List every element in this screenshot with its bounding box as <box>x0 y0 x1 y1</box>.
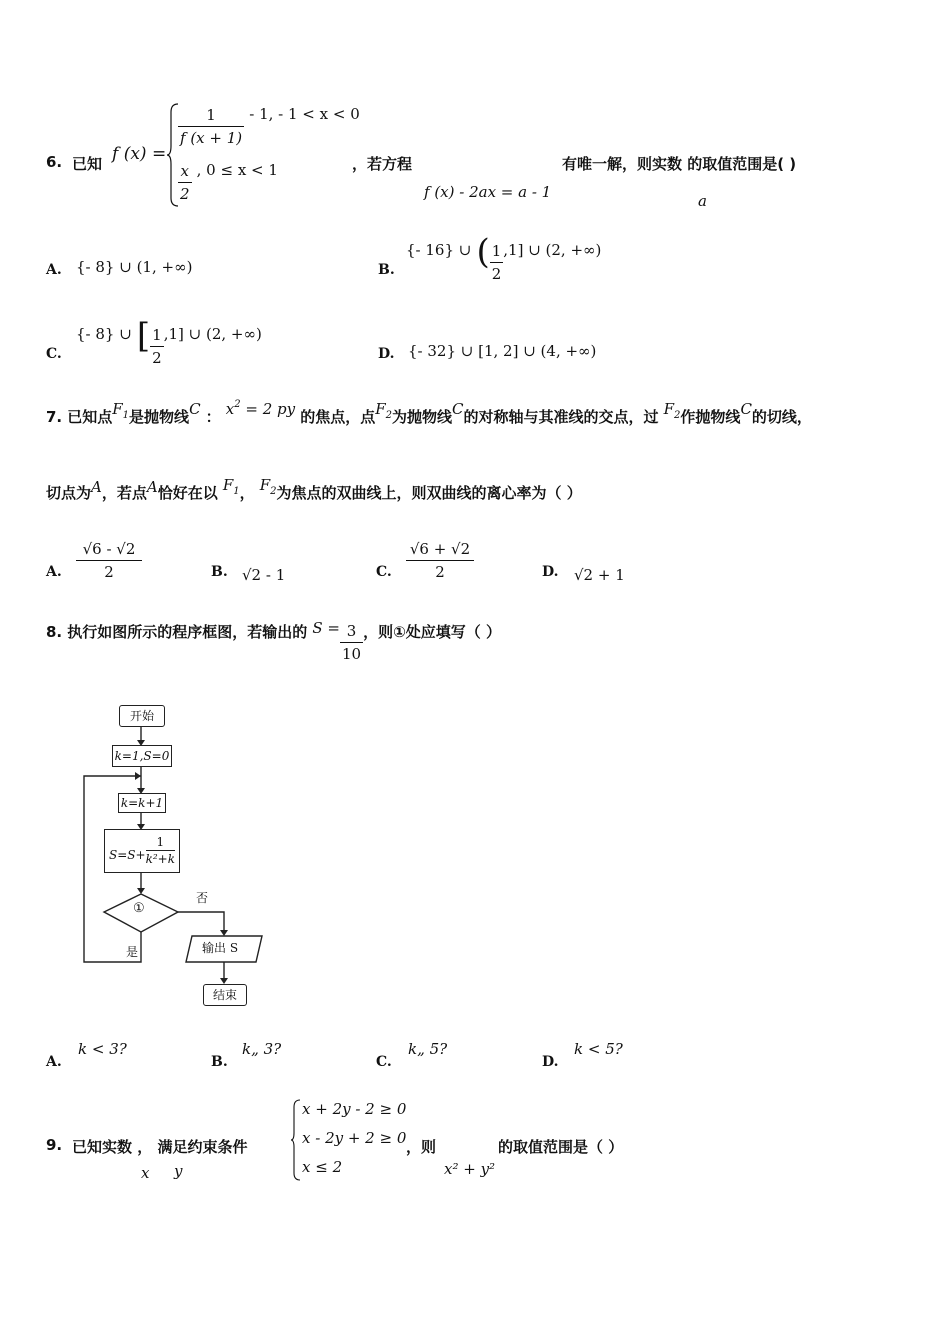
q7-parabola: $x^2 = 2$ py <box>225 399 296 418</box>
q6-option-b-num: 1 <box>490 240 504 263</box>
q7-a-point: A <box>91 478 102 496</box>
q6-option-c-bracket: [ <box>136 316 151 356</box>
q7-line2-c: 恰好在以 <box>157 484 218 502</box>
q7-c-3: C <box>740 400 752 418</box>
q8-flow-update-num: 1 <box>146 834 175 851</box>
q7-option-b-label: B. <box>211 564 228 580</box>
q8-option-d-label: D. <box>542 1054 559 1070</box>
q8-option-d: k < 5? <box>574 1040 623 1058</box>
q6-option-b-post: ,1] ∪ (2, +∞) <box>503 241 602 259</box>
q6-func: f (x) = <box>112 144 167 164</box>
q7-line2-d: 为焦点的双曲线上，则双曲线的离心率为（ ） <box>276 484 582 502</box>
q7-option-a: $\frac{√6 - √2}{2}$ <box>76 538 142 583</box>
q6-option-c <box>76 316 262 369</box>
q6-option-c-post: ,1] ∪ (2, +∞) <box>163 325 262 343</box>
q6-equation: f (x) - 2ax = a - 1 <box>424 183 552 201</box>
q9-var-x: x <box>141 1164 150 1182</box>
q6-piece1-tail: - 1, - 1 < x < 0 <box>249 105 360 123</box>
q6-piece1-num: 1 <box>178 104 244 127</box>
q6-number: 6. <box>46 153 63 171</box>
q7-f2: $F_2$ <box>375 400 393 421</box>
q9-var-y: y <box>174 1162 183 1180</box>
q7-line1-b: 是抛物线 <box>129 408 190 426</box>
q8-option-a: k < 3? <box>78 1040 127 1058</box>
q7-line1-g: 的切线， <box>751 408 812 426</box>
q6-var-a: a <box>698 192 707 210</box>
q6-piece1-den: f (x + 1) <box>180 129 243 147</box>
q7-line1-f: 作抛物线 <box>680 408 741 426</box>
q7-a-point-2: A <box>146 478 158 496</box>
q8-option-c: k„ 5? <box>408 1040 448 1058</box>
q7-line2-a: 切点为 <box>46 484 92 502</box>
q9-constraint-1: x + 2y - 2 ≥ 0 <box>302 1100 407 1118</box>
q8-line <box>46 620 501 665</box>
q7-option-d: √2 + 1 <box>574 566 625 584</box>
q7-comma: ， <box>239 484 255 502</box>
q7-c-2: C <box>452 400 464 418</box>
q8-number: 8. <box>46 623 63 641</box>
q8-s-num: 3 <box>340 620 363 643</box>
q8-flow-cond: ① <box>133 901 145 916</box>
q6-option-c-label: C. <box>46 346 62 362</box>
q9-constraint-3: x ≤ 2 <box>302 1158 343 1176</box>
q8-flow-output: 输出 S <box>202 941 239 955</box>
q6-option-a: {- 8} ∪ (1, +∞) <box>76 258 193 276</box>
q6-option-c-num: 1 <box>150 324 164 347</box>
q7-f2-2: $F_2$ <box>663 400 681 421</box>
q6-piece2-num: x <box>178 160 192 183</box>
q6-option-b-den: 2 <box>491 265 502 283</box>
q7-line1-c: 的焦点，点 <box>300 408 376 426</box>
q8-flow-start: 开始 <box>119 705 165 727</box>
q7-option-c-label: C. <box>376 564 392 580</box>
q7-line1 <box>46 399 812 427</box>
q6-piece2-tail: , 0 ≤ x < 1 <box>196 161 278 179</box>
q8-text-a: 执行如图所示的程序框图，若输出的 <box>67 623 308 641</box>
q9-expr: x² + y² <box>444 1160 496 1178</box>
q7-option-b: √2 - 1 <box>242 566 286 584</box>
q8-text-b: ，则①处应填写（ ） <box>363 623 501 641</box>
q8-flow-end: 结束 <box>203 984 247 1006</box>
q8-flow-update-pre: S=S+ <box>109 847 146 862</box>
q6-piece2 <box>178 160 278 205</box>
q6-piece2-den: 2 <box>180 185 190 203</box>
q7-line1-a: 已知点 <box>67 408 113 426</box>
q7-colon: ： <box>205 408 221 426</box>
q8-option-b-label: B. <box>211 1054 228 1070</box>
q9-constraint-2: x - 2y + 2 ≥ 0 <box>302 1129 407 1147</box>
q6-option-d-label: D. <box>378 346 395 362</box>
q7-line1-e: 的对称轴与其准线的交点，过 <box>463 408 659 426</box>
q6-option-b-pre: {- 16} ∪ <box>406 241 472 259</box>
q7-line2 <box>46 476 582 503</box>
q9-text-b: ，则 <box>406 1138 437 1156</box>
q8-flow-incr: k=k+1 <box>118 793 166 813</box>
q9-text-c: 的取值范围是（ ） <box>498 1138 624 1156</box>
q7-option-d-label: D. <box>542 564 559 580</box>
q8-s-eq: S = <box>312 619 340 637</box>
q6-option-b-bracket: ( <box>476 232 490 272</box>
q8-option-c-label: C. <box>376 1054 392 1070</box>
q9-number: 9. <box>46 1136 63 1154</box>
q6-lead: 已知 <box>72 155 103 173</box>
q8-flow-yes: 是 <box>126 945 139 959</box>
q8-option-a-label: A. <box>46 1054 62 1070</box>
q8-s-den: 10 <box>341 645 362 663</box>
q7-f2-3: $F_2$ <box>259 476 277 497</box>
q8-option-b: k„ 3? <box>242 1040 282 1058</box>
q7-option-c: $\frac{√6 + √2}{2}$ <box>406 538 474 583</box>
q9-text-a: 已知实数 ， 满足约束条件 <box>72 1138 248 1156</box>
q6-option-b-label: B. <box>378 262 395 278</box>
q7-f1: $F_1$ <box>112 400 130 421</box>
q6-tail: 有唯一解，则实数 的取值范围是( ) <box>562 155 797 173</box>
q7-f1-2: $F_1$ <box>222 476 240 497</box>
q6-mid: ，若方程 <box>352 155 413 173</box>
q6-option-a-label: A. <box>46 262 62 278</box>
q9-brace <box>290 1098 302 1182</box>
q6-piece1 <box>178 104 360 149</box>
q8-flow-init: k=1,S=0 <box>112 745 172 767</box>
q6-option-c-den: 2 <box>152 349 162 367</box>
q6-option-b <box>406 232 602 285</box>
q8-flow-no: 否 <box>196 891 209 905</box>
q7-number: 7. <box>46 408 63 426</box>
q8-flow-update-den: k²+k <box>145 852 175 866</box>
q7-line2-b: ，若点 <box>101 484 147 502</box>
q7-line1-d: 为抛物线 <box>392 408 453 426</box>
q7-option-a-label: A. <box>46 564 62 580</box>
q6-option-d: {- 32} ∪ [1, 2] ∪ (4, +∞) <box>408 342 597 360</box>
q7-c: C <box>189 400 201 418</box>
q6-option-c-pre: {- 8} ∪ <box>76 325 132 343</box>
q8-flow-update <box>104 829 180 873</box>
